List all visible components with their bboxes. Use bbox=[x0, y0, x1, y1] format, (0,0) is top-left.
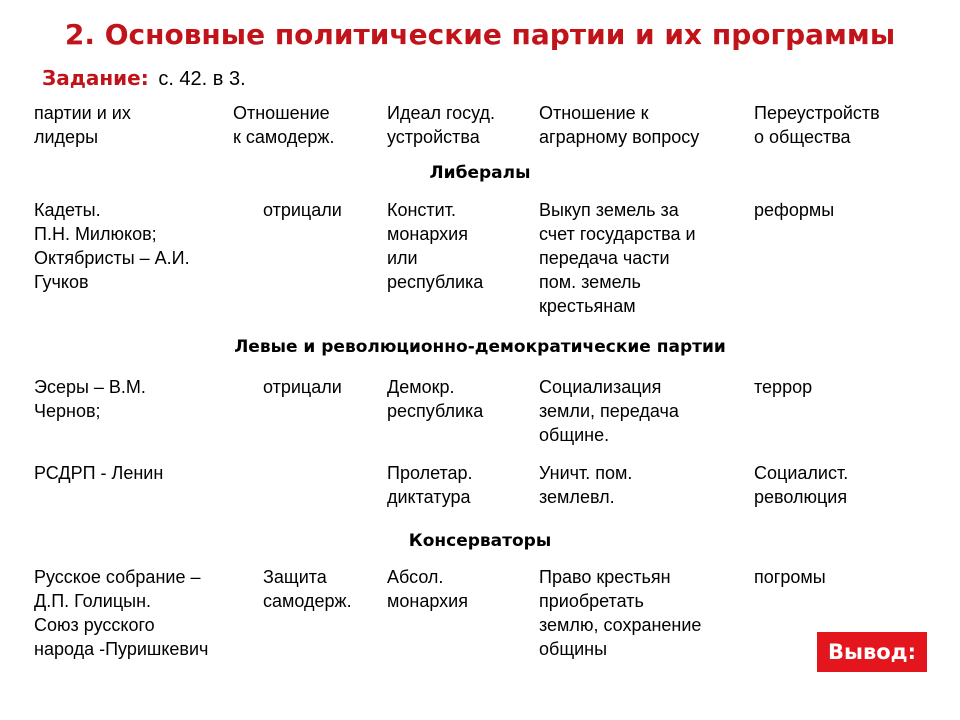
header-society: Переустройств о общества bbox=[754, 103, 880, 147]
row-liberals-party: Кадеты. П.Н. Милюков; Октябристы – А.И. Гучков bbox=[34, 200, 190, 292]
row-liberals-autocracy: отрицали bbox=[263, 200, 342, 220]
conclusion-button[interactable]: Вывод: bbox=[817, 632, 927, 672]
row-rsdrp-party: РСДРП - Ленин bbox=[34, 463, 164, 483]
row-sr-agrarian: Социализация земли, передача общине. bbox=[539, 377, 679, 445]
row-sr-society: террор bbox=[754, 377, 813, 397]
row-rsdrp-agrarian: Уничт. пом. землевл. bbox=[539, 463, 633, 507]
task-label: Задание: bbox=[42, 66, 149, 90]
row-sr-autocracy: отрицали bbox=[263, 377, 342, 397]
section-title-left: Левые и революционно-демократические партии bbox=[234, 337, 726, 357]
header-parties: партии и их лидеры bbox=[34, 103, 131, 147]
header-agrarian: Отношение к аграрному вопросу bbox=[539, 103, 700, 147]
header-state-ideal: Идеал госуд. устройства bbox=[387, 103, 496, 147]
row-rsdrp-state: Пролетар. диктатура bbox=[387, 463, 473, 507]
task-value: с. 42. в 3. bbox=[158, 68, 246, 90]
task-line bbox=[42, 66, 246, 91]
section-title-conservatives: Консерваторы bbox=[408, 531, 552, 551]
row-conservatives-state: Абсол. монархия bbox=[387, 567, 468, 611]
row-conservatives-agrarian: Право крестьян приобретать землю, сохранение общины bbox=[539, 567, 702, 659]
row-liberals-society: реформы bbox=[754, 200, 835, 220]
row-conservatives-society: погромы bbox=[754, 567, 826, 587]
page-title: 2. Основные политические партии и их программы bbox=[64, 18, 896, 51]
row-sr-party: Эсеры – В.М. Чернов; bbox=[34, 377, 146, 421]
section-title-liberals: Либералы bbox=[429, 163, 531, 183]
row-sr-state: Демокр. республика bbox=[387, 377, 484, 421]
row-liberals-state: Констит. монархия или республика bbox=[387, 200, 484, 292]
header-autocracy: Отношение к самодерж. bbox=[233, 103, 335, 147]
row-liberals-agrarian: Выкуп земель за счет государства и передача части пом. земель крестьянам bbox=[539, 200, 696, 316]
row-conservatives-party: Русское собрание – Д.П. Голицын. Союз русского народа -Пуришкевич bbox=[34, 567, 209, 659]
row-rsdrp-society: Социалист. революция bbox=[754, 463, 849, 507]
row-conservatives-autocracy: Защита самодерж. bbox=[263, 567, 352, 611]
